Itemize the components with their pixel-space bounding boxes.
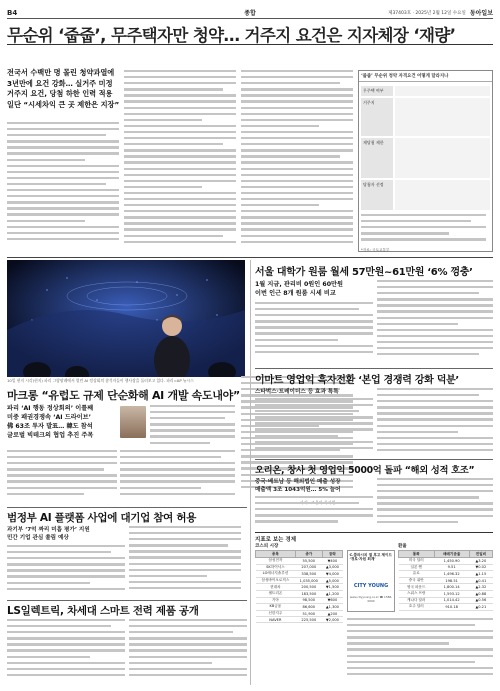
cell: ▲5,000 bbox=[322, 577, 342, 584]
cell: 207,000 bbox=[295, 564, 322, 571]
fx-table bbox=[398, 550, 493, 611]
cell: 삼성전자 bbox=[256, 558, 296, 565]
table-row bbox=[399, 577, 493, 584]
table-row bbox=[256, 584, 343, 591]
table-row bbox=[256, 597, 343, 604]
cell: 셀트리온 bbox=[256, 590, 296, 597]
orion-body-col-2 bbox=[377, 478, 493, 530]
tables-divider bbox=[255, 532, 493, 533]
emart-body-col-1 bbox=[255, 398, 373, 456]
ls-body-col-2 bbox=[129, 619, 247, 687]
table-row bbox=[399, 571, 493, 578]
fund-divider bbox=[255, 368, 493, 369]
ai-story-deck bbox=[7, 404, 117, 444]
table-row bbox=[256, 610, 343, 617]
cell: 98,500 bbox=[295, 597, 322, 604]
cell: 스위스 프랑 bbox=[399, 590, 435, 597]
col-header: 매매기준율 bbox=[434, 551, 469, 558]
table-row bbox=[399, 584, 493, 591]
cell: 신한지주 bbox=[256, 610, 296, 617]
table-row bbox=[256, 564, 343, 571]
gov-body-col-1 bbox=[7, 545, 125, 595]
deck-line: 일단 “시세차익 큰 곳 제한은 지장” bbox=[7, 99, 120, 109]
col-header: 전일비 bbox=[469, 551, 492, 558]
advertisement[interactable] bbox=[347, 550, 395, 612]
kospi-table bbox=[255, 550, 343, 623]
sidebox-row-value bbox=[395, 86, 490, 96]
cell: 198.51 bbox=[434, 577, 469, 584]
ad-title: C.클라시치 앨 후고 제이드 ‘경로·자원 회계’ bbox=[349, 552, 392, 562]
emart-story-deck: 스타벅스·트레이더스 등 효과 톡톡 bbox=[255, 389, 339, 395]
column-divider bbox=[250, 260, 251, 685]
sidebox-row-label: 거주지 bbox=[361, 98, 393, 136]
col-header: 종가 bbox=[295, 551, 322, 558]
deck-line: 거주지 요건, 당첨 하한 인력 적용 bbox=[7, 89, 113, 98]
summit-photo bbox=[7, 260, 245, 377]
cell: ▲1.15 bbox=[469, 571, 492, 578]
cell: 55,500 bbox=[295, 558, 322, 565]
main-headline: 무순위 ‘줍줍’, 무주택자만 청약… 거주지 요건은 지자체장 ‘재량’ bbox=[7, 26, 456, 45]
ai-body-col-1 bbox=[7, 450, 117, 502]
deck-line: 파리 ‘AI 행동 정상회의’ 이틀째 bbox=[7, 405, 94, 412]
deck-line: 3년만에 요건 강화… 실거주 미정 bbox=[7, 78, 113, 88]
sidebox-row-label: 무주택 여부 bbox=[361, 86, 393, 96]
cell: ▲2.32 bbox=[469, 584, 492, 591]
cell: 중국 위안 bbox=[399, 577, 435, 584]
section-divider bbox=[7, 257, 493, 258]
table-row bbox=[256, 571, 343, 578]
ai-body-intro bbox=[150, 405, 235, 449]
gov-divider bbox=[7, 507, 247, 508]
ad-footer: www.cityyoung.co.kr ☎ 1588-0000 bbox=[349, 595, 393, 604]
sidebox-row-value bbox=[395, 138, 490, 178]
kospi-title: 코스피 시장 bbox=[255, 544, 279, 549]
table-row bbox=[399, 558, 493, 565]
reporter-portrait bbox=[120, 406, 146, 438]
sidebox-row-value bbox=[395, 180, 490, 210]
table-row bbox=[399, 597, 493, 604]
deck-line: 글로벌 빅테크의 협업 추진 주목 bbox=[7, 432, 94, 439]
ai-story-title: 마크롱 “유럽도 규제 단순화해 AI 개발 속도내야” bbox=[7, 389, 240, 402]
sidebox-row-label: 재당첨 제한 bbox=[361, 138, 393, 178]
orion-divider bbox=[255, 459, 493, 460]
ls-story-title: LS일렉트릭, 차세대 스마트 전력 제품 공개 bbox=[7, 605, 199, 617]
cell: 호주 달러 bbox=[399, 604, 435, 611]
emart-body-col-2 bbox=[377, 388, 493, 456]
cell: ▲1,200 bbox=[322, 590, 342, 597]
cell: 기아 bbox=[256, 597, 296, 604]
cell: 영국 파운드 bbox=[399, 584, 435, 591]
rent-story-deck bbox=[255, 280, 375, 302]
emart-story-title: 이마트 영업익 흑자전환 ‘본업 경쟁력 강화 덕분’ bbox=[255, 375, 459, 386]
cell: ▼400 bbox=[322, 558, 342, 565]
cell: ▲1,300 bbox=[322, 604, 342, 611]
deck-line: 전국서 수백만 명 몰린 청약과열에 bbox=[7, 68, 115, 77]
orion-story-title: 오리온, 창사 첫 영업익 5000억 돌파 “해외 성적 호조” bbox=[255, 465, 475, 476]
cell: 미국 달러 bbox=[399, 558, 435, 565]
cell: 1,800.14 bbox=[434, 584, 469, 591]
table-row bbox=[399, 604, 493, 611]
cell: 1,593.12 bbox=[434, 590, 469, 597]
orion-story-deck bbox=[255, 478, 373, 494]
headline-rule bbox=[7, 44, 493, 45]
cell: ▼600 bbox=[322, 597, 342, 604]
sidebox-source: *자료: 국토교통부 bbox=[361, 248, 390, 252]
sidebox-title: ‘줍줍’ 무순위 청약 자격요건 어떻게 달라지나 bbox=[359, 71, 492, 82]
cell: LG에너지솔루션 bbox=[256, 571, 296, 578]
top-body-col-2 bbox=[124, 70, 236, 252]
deck-line: 佛 63조 투자 발표… 韓도 참석 bbox=[7, 423, 93, 430]
cell: 200,500 bbox=[295, 584, 322, 591]
summit-photo-art bbox=[7, 260, 245, 377]
gov-story-title: 범정부 AI 플랫폼 사업에 대기업 참여 허용 bbox=[7, 512, 197, 524]
deck-line: 중국·베트남 등 해외법인 매출 성장 bbox=[255, 479, 341, 485]
col-header: 등락 bbox=[322, 551, 342, 558]
cell: ▼1,500 bbox=[322, 584, 342, 591]
issue-meta: 제37403호 · 2025년 2월 12일 수요일 bbox=[388, 10, 466, 16]
gov-body-col-2 bbox=[129, 526, 241, 596]
cell: 캐나다 달러 bbox=[399, 597, 435, 604]
cell: ▲0.56 bbox=[469, 597, 492, 604]
cell: 1,014.42 bbox=[434, 597, 469, 604]
cell: 910.18 bbox=[434, 604, 469, 611]
top-body-col-3 bbox=[241, 70, 353, 252]
ls-divider bbox=[7, 600, 247, 601]
orion-body-col-1 bbox=[255, 496, 373, 530]
table-row bbox=[399, 564, 493, 571]
sidebox-row-label: 당첨자 선정 bbox=[361, 180, 393, 210]
cell: 51,900 bbox=[295, 610, 322, 617]
cell: ▼4,000 bbox=[322, 571, 342, 578]
tables-section-title: 지표로 보는 경제 bbox=[255, 537, 297, 543]
cell: 일본 엔 bbox=[399, 564, 435, 571]
cell: ▲200 bbox=[322, 610, 342, 617]
cell: ▼2,000 bbox=[322, 617, 342, 623]
ls-body-col-1 bbox=[7, 619, 125, 687]
table-row bbox=[256, 577, 343, 584]
rent-body-col-1 bbox=[255, 302, 373, 364]
sidebox-row-value bbox=[395, 98, 490, 136]
qualification-sidebox bbox=[358, 70, 493, 252]
cell: ▲3,000 bbox=[322, 564, 342, 571]
col-header: 통화 bbox=[399, 551, 435, 558]
tables-notes bbox=[347, 618, 493, 684]
cell: ▼0.02 bbox=[469, 564, 492, 571]
cell: ▲0.21 bbox=[469, 604, 492, 611]
deck-line: 매출액 3조 1043억원… 5% 늘어 bbox=[255, 487, 341, 493]
cell: ▲0.88 bbox=[469, 590, 492, 597]
col-header: 종목 bbox=[256, 551, 296, 558]
deck-line: 1월 지금, 관리비 0원인 60만원 bbox=[255, 281, 343, 288]
rent-body-col-2 bbox=[377, 280, 493, 364]
cell: ▲3.20 bbox=[469, 558, 492, 565]
table-row bbox=[256, 617, 343, 623]
table-row bbox=[399, 590, 493, 597]
cell: 338,500 bbox=[295, 571, 322, 578]
cell: 225,500 bbox=[295, 617, 322, 623]
top-body-col-1 bbox=[7, 122, 119, 252]
cell: 1,450.90 bbox=[434, 558, 469, 565]
rent-story-title: 서울 대학가 원룸 월세 57만원~61만원 ‘6% 껑충’ bbox=[255, 267, 473, 278]
table-row bbox=[256, 590, 343, 597]
cell: 유로 bbox=[399, 571, 435, 578]
cell: KB금융 bbox=[256, 604, 296, 611]
deck-line: 과기부 ‘7억 짜리 미흡 평가’ 지원 bbox=[7, 527, 90, 533]
page-header bbox=[7, 7, 493, 19]
cell: 86,600 bbox=[295, 604, 322, 611]
gov-story-deck bbox=[7, 526, 125, 542]
section-name: 종합 bbox=[244, 10, 256, 17]
cell: 1,035,000 bbox=[295, 577, 322, 584]
cell: SK하이닉스 bbox=[256, 564, 296, 571]
cell: 현대차 bbox=[256, 584, 296, 591]
table-row bbox=[256, 604, 343, 611]
ad-brand: CITY YOUNG bbox=[353, 583, 389, 590]
cell: 183,500 bbox=[295, 590, 322, 597]
ai-body-col-2 bbox=[120, 450, 235, 502]
top-story-deck bbox=[7, 68, 121, 112]
photo-caption: 10일 현지 시각(현지) 파리 그랑팔레에서 열린 AI 정상회의 참석자들이 행사장을 둘러보고 있다. 파리=AP 뉴시스 bbox=[7, 378, 194, 383]
cell: 9.51 bbox=[434, 564, 469, 571]
cell: ▲0.41 bbox=[469, 577, 492, 584]
cell: 1,496.32 bbox=[434, 571, 469, 578]
deck-line: 미중 패권경쟁속 ‘AI 드라이브’ bbox=[7, 414, 92, 421]
deck-line: 민간 기업 관심 쏠림 예상 bbox=[7, 535, 69, 541]
table-row bbox=[256, 558, 343, 565]
page-number: B4 bbox=[7, 8, 18, 17]
newspaper-logo: 동아일보 bbox=[469, 10, 493, 17]
cell: 삼성바이오로직스 bbox=[256, 577, 296, 584]
fx-title: 환율 bbox=[398, 544, 407, 549]
deck-line: 이번 인근 8개 원룸 시세 비교 bbox=[255, 290, 336, 297]
cell: NAVER bbox=[256, 617, 296, 623]
sidebox-notes bbox=[361, 214, 486, 248]
